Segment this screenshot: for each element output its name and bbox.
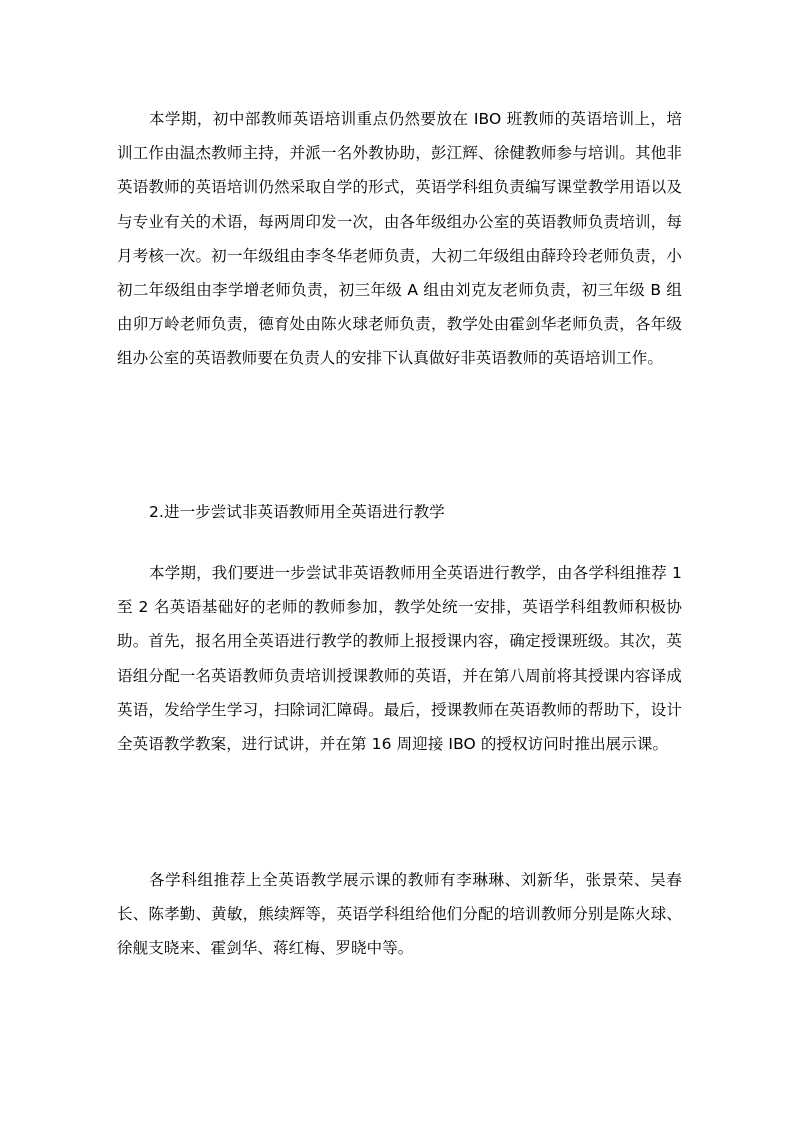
paragraph-demo-class-teachers: 各学科组推荐上全英语教学展示课的教师有李琳琳、刘新华，张景荣、吴春长、陈孝勤、黄敏，熊续辉等，英语学科组给他们分配的培训教师分别是陈火球、徐舰支晓来、霍剑华、蒋红梅、罗晓中等。 — [117, 871, 682, 958]
section-heading-all-english-teaching: 2.进一步尝试非英语教师用全英语进行教学 — [149, 503, 445, 521]
paragraph-all-english-teaching-plan: 本学期，我们要进一步尝试非英语教师用全英语进行教学，由各学科组推荐 1 至 2 名英语基础好的老师的教师参加，教学处统一安排，英语学科组教师积极协助。首先，报名用全英语进行教学的教师上报授课内容，确定授课班级。其次，英语组分配一名英语教师负责培训授课教师的英语，并在第八周前将其授课内容译成英语，发给学生学习，扫除词汇障碍。最后，授课教师在英语教师的帮助下，设计全英语教学教案，进行试讲，并在第 16 周迎接 IBO 的授权访问时推出展示课。 — [117, 564, 682, 754]
paragraph-teacher-english-training: 本学期，初中部教师英语培训重点仍然要放在 IBO 班教师的英语培训上，培训工作由温杰教师主持，并派一名外教协助，彭江辉、徐健教师参与培训。其他非英语教师的英语培训仍然采取自学的形式，英语学科组负责编写课堂教学用语以及与专业有关的术语，每两周印发一次，由各年级组办公室的英语教师负责培训，每月考核一次。初一年级组由李冬华老师负责，大初二年级组由薛玲玲老师负责，小初二年级组由李学增老师负责，初三年级 A 组由刘克友老师负责，初三年级 B 组由卯万岭老师负责，德育处由陈火球老师负责，教学处由霍剑华老师负责，各年级组办公室的英语教师要在负责人的安排下认真做好非英语教师的英语培训工作。 — [117, 110, 682, 368]
